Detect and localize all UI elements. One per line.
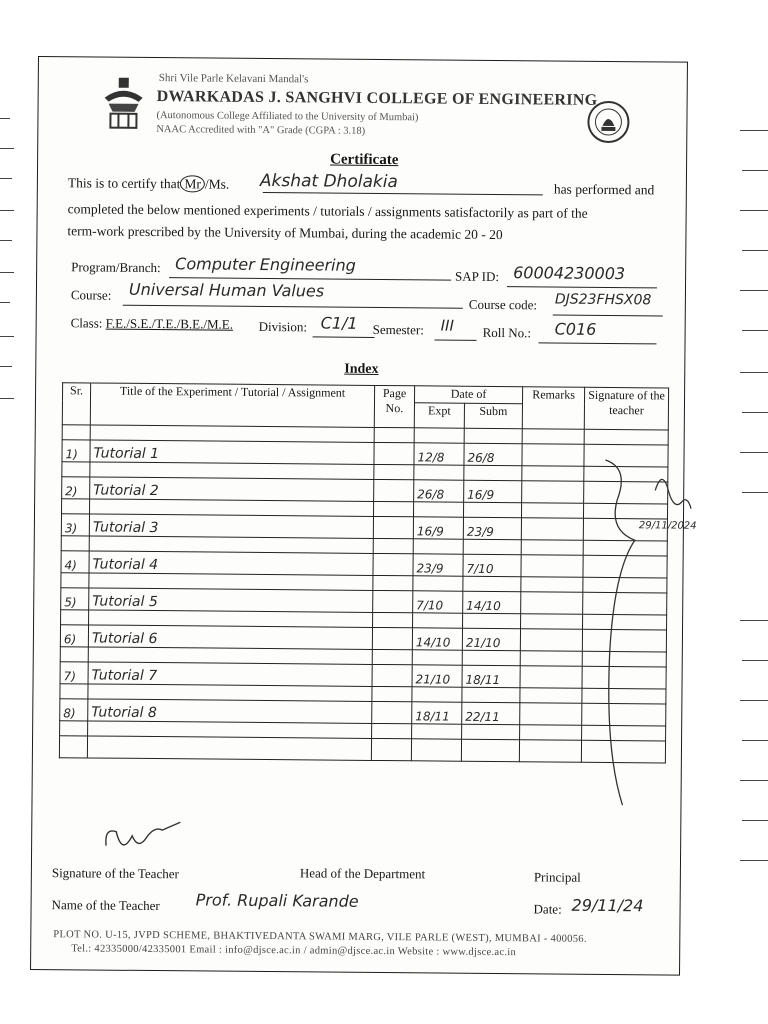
division-label: Division: — [258, 318, 308, 335]
principal-label: Principal — [533, 869, 581, 885]
affiliation: (Autonomous College Affiliated to the University of Mumbai) — [156, 110, 419, 124]
row-sr: 1) — [62, 440, 90, 462]
teacher-signature-icon — [98, 816, 188, 863]
class-options: F.E./S.E./T.E./B.E./M.E. — [105, 315, 234, 332]
course-underline — [123, 304, 463, 309]
division-value: C1/1 — [320, 313, 358, 333]
college-seal-icon — [586, 100, 630, 144]
index-table — [59, 382, 669, 763]
certificate-page — [30, 56, 697, 976]
row-subm: 26/8 — [464, 443, 522, 466]
sap-underline — [507, 285, 657, 288]
ms-text: /Ms. — [204, 176, 230, 192]
col-title: Title of the Experiment / Tutorial / Assignment — [90, 383, 374, 427]
footer-contact: Tel.: 42335000/42335001 Email : info@djsce.ac.in / admin@djsce.ac.in Website : www.djsce.ac.in — [71, 943, 517, 959]
date-label: Date: — [533, 901, 562, 917]
row-expt: 23/9 — [413, 554, 463, 576]
hod-label: Head of the Department — [299, 865, 426, 882]
semester-value: III — [440, 316, 455, 335]
college-name: DWARKADAS J. SANGHVI COLLEGE OF ENGINEERING — [156, 88, 598, 109]
row-subm: 16/9 — [464, 480, 522, 503]
mr-circled: Mr — [180, 175, 205, 192]
row-expt: 14/10 — [412, 628, 462, 650]
course-code-underline — [553, 314, 663, 317]
teacher-name-value: Prof. Rupali Karande — [195, 890, 359, 911]
row-title: Tutorial 7 — [88, 662, 372, 686]
roll-label: Roll No.: — [482, 324, 532, 341]
course-code-value: DJS23FHSX08 — [554, 291, 652, 309]
row-expt: 16/9 — [413, 517, 463, 539]
sap-value: 60004230003 — [513, 263, 626, 284]
semester-label: Semester: — [372, 321, 424, 338]
signature-date: 29/11/2024 — [638, 520, 697, 532]
row-subm: 7/10 — [463, 554, 521, 577]
row-subm: 23/9 — [463, 517, 521, 540]
roll-value: C016 — [554, 319, 597, 339]
student-name: Akshat Dholakia — [259, 170, 398, 193]
row-title: Tutorial 5 — [89, 588, 373, 612]
row-expt: 7/10 — [413, 591, 463, 613]
teacher-name-label: Name of the Teacher — [51, 897, 160, 914]
row-subm: 18/11 — [462, 665, 520, 688]
class-label — [71, 315, 233, 332]
index-header-row — [63, 383, 669, 405]
certify-line2: completed the below mentioned experiments / tutorials / assignments satisfactorily as part of the — [67, 201, 588, 221]
row-sr: 6) — [60, 625, 88, 647]
sap-label: SAP ID: — [455, 268, 500, 285]
course-value: Universal Human Values — [128, 279, 325, 301]
row-sr: 7) — [60, 662, 88, 684]
row-subm: 22/11 — [462, 702, 520, 725]
row-sr: 4) — [61, 551, 89, 573]
certify-suffix: has performed and — [553, 181, 655, 198]
row-sr: 2) — [62, 477, 90, 499]
accreditation: NAAC Accredited with "A" Grade (CGPA : 3.18) — [156, 124, 366, 137]
roll-underline — [539, 341, 657, 344]
teacher-signature-bracket — [592, 450, 705, 811]
col-signature: Signature of the teacher — [584, 387, 668, 430]
certificate-title: Certificate — [330, 151, 399, 169]
row-title: Tutorial 2 — [90, 477, 374, 501]
certify-line3: term-work prescribed by the University of Mumbai, during the academic 20 - 20 — [67, 223, 503, 243]
college-logo-icon — [98, 76, 148, 132]
certify-line1 — [68, 175, 230, 192]
footer-address: PLOT NO. U-15, JVPD SCHEME, BHAKTIVEDANTA SWAMI MARG, VILE PARLE (WEST), MUMBAI - 400056. — [53, 929, 587, 945]
row-expt: 18/11 — [412, 702, 462, 724]
row-sr: 8) — [60, 699, 88, 721]
program-label: Program/Branch: — [71, 259, 161, 276]
index-title: Index — [344, 361, 379, 377]
row-sr: 3) — [61, 514, 89, 536]
teacher-signature-label: Signature of the Teacher — [51, 865, 179, 882]
col-sr: Sr. — [62, 383, 90, 425]
row-title: Tutorial 3 — [89, 514, 373, 538]
semester-underline — [435, 338, 477, 340]
row-expt: 21/10 — [412, 665, 462, 687]
row-title: Tutorial 4 — [89, 551, 373, 575]
row-title: Tutorial 6 — [88, 625, 372, 649]
name-underline — [263, 191, 543, 195]
col-page: Page No. — [374, 385, 414, 427]
date-value: 29/11/24 — [571, 895, 644, 916]
course-code-label: Course code: — [468, 296, 538, 313]
col-remarks: Remarks — [522, 387, 584, 430]
row-subm: 14/10 — [463, 591, 521, 614]
col-expt: Expt — [414, 403, 464, 428]
row-title: Tutorial 1 — [90, 440, 374, 464]
division-underline — [313, 335, 375, 338]
certify-prefix: This is to certify that — [67, 175, 181, 192]
row-sr: 5) — [61, 588, 89, 610]
program-value: Computer Engineering — [175, 254, 356, 275]
col-date-of: Date of — [414, 386, 522, 404]
class-label-text: Class: — [70, 315, 103, 331]
row-expt: 12/8 — [414, 443, 464, 465]
row-expt: 26/8 — [414, 480, 464, 502]
col-subm: Subm — [464, 403, 522, 429]
row-title: Tutorial 8 — [88, 699, 372, 723]
row-subm: 21/10 — [462, 628, 520, 651]
course-label: Course: — [70, 287, 112, 303]
trust-name: Shri Vile Parle Kelavani Mandal's — [158, 72, 309, 86]
